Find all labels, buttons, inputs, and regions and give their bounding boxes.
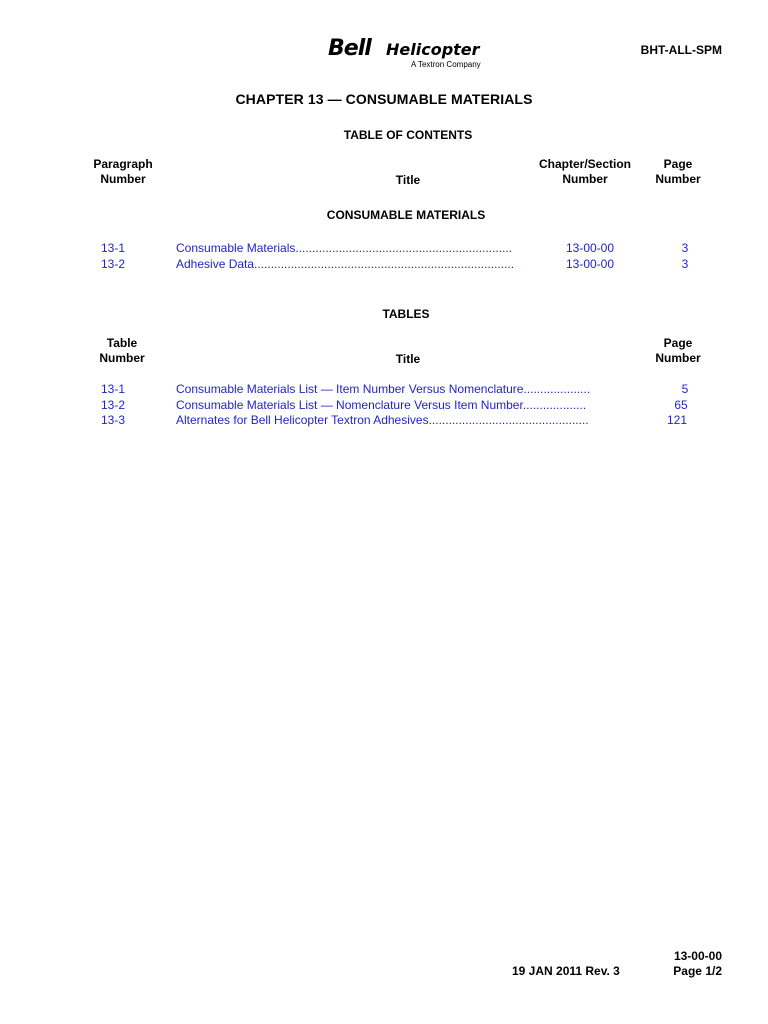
- row-number[interactable]: 13-2: [100, 398, 126, 412]
- leader-dots: ...................: [522, 398, 587, 412]
- chapter-section-header: [530, 157, 640, 187]
- footer-section-number: 13-00-00: [673, 949, 722, 963]
- header-line: Page: [663, 336, 693, 350]
- tables-row[interactable]: [0, 397, 768, 413]
- header-line: Page: [663, 157, 693, 171]
- toc-heading: TABLE OF CONTENTS: [343, 128, 473, 142]
- row-title-link[interactable]: [176, 381, 590, 397]
- logo-helicopter-wordmark: Helicopter: [386, 40, 480, 59]
- paragraph-title-header: Title: [395, 173, 421, 187]
- header-line: Number: [655, 172, 701, 186]
- leader-dots: ................................................: [428, 413, 589, 427]
- chapter-title: CHAPTER 13 — CONSUMABLE MATERIALS: [235, 91, 533, 107]
- row-number[interactable]: 13-1: [100, 382, 126, 396]
- row-title[interactable]: Consumable Materials List — Item Number Versus Nomenclature: [176, 382, 524, 396]
- leader-dots: .................................................................: [295, 241, 513, 255]
- header-line: Number: [100, 172, 146, 186]
- leader-dots: ..............................................................................: [254, 257, 515, 271]
- row-page[interactable]: 5: [681, 382, 689, 396]
- row-number[interactable]: 13-3: [100, 413, 126, 427]
- logo-tagline: A Textron Company: [411, 60, 481, 69]
- row-title-link[interactable]: [176, 397, 586, 413]
- row-number[interactable]: 13-1: [100, 241, 126, 255]
- row-title[interactable]: Alternates for Bell Helicopter Textron Adhesives: [176, 413, 429, 427]
- row-page[interactable]: 3: [681, 257, 689, 271]
- row-title[interactable]: Adhesive Data: [176, 257, 255, 271]
- footer-date-revision: 19 JAN 2011 Rev. 3: [512, 964, 620, 978]
- header-line: Chapter/Section: [538, 157, 631, 171]
- section-heading: CONSUMABLE MATERIALS: [326, 208, 486, 222]
- row-page[interactable]: 65: [674, 398, 688, 412]
- row-title-link[interactable]: [176, 240, 512, 256]
- row-number[interactable]: 13-2: [100, 257, 126, 271]
- paragraph-page-header: [648, 157, 708, 187]
- row-page[interactable]: 121: [666, 413, 688, 427]
- tables-row[interactable]: [0, 381, 768, 397]
- header-line: Table: [106, 336, 138, 350]
- header-line: Number: [655, 351, 701, 365]
- header-line: Number: [562, 172, 608, 186]
- paragraph-number-header: [82, 157, 164, 187]
- row-page[interactable]: 3: [681, 241, 689, 255]
- row-title-link[interactable]: [176, 256, 514, 272]
- table-number-header: [92, 336, 152, 366]
- header-line: Number: [99, 351, 145, 365]
- toc-row[interactable]: [0, 256, 768, 272]
- leader-dots: ....................: [523, 382, 591, 396]
- row-title[interactable]: Consumable Materials List — Nomenclature Versus Item Number: [176, 398, 523, 412]
- tables-heading: TABLES: [382, 307, 430, 321]
- tables-row[interactable]: [0, 412, 768, 428]
- header-line: Paragraph: [93, 157, 153, 171]
- row-title-link[interactable]: [176, 412, 589, 428]
- table-page-header: [648, 336, 708, 366]
- table-title-header: Title: [395, 352, 421, 366]
- row-title[interactable]: Consumable Materials: [176, 241, 296, 255]
- bell-helicopter-logo: [328, 38, 488, 72]
- logo-bell-wordmark: Bell: [328, 36, 371, 61]
- footer-page-number: Page 1/2: [673, 964, 722, 978]
- row-chapter-section[interactable]: 13-00-00: [565, 257, 615, 271]
- row-chapter-section[interactable]: 13-00-00: [565, 241, 615, 255]
- toc-row[interactable]: [0, 240, 768, 256]
- document-id: BHT-ALL-SPM: [640, 43, 722, 57]
